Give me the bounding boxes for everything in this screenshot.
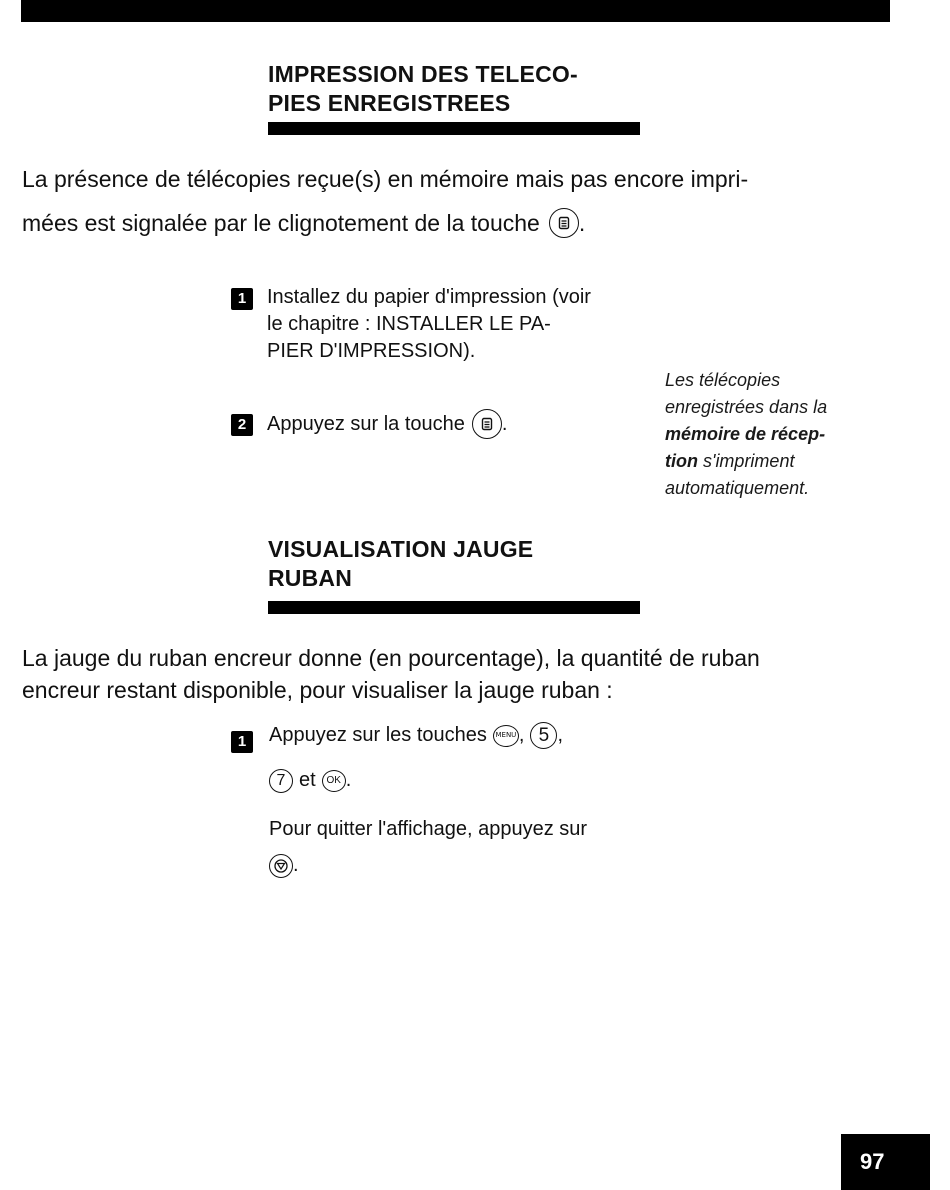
ok-key-icon: OK — [322, 770, 346, 792]
digit-5-key-icon: 5 — [530, 722, 557, 749]
quit-key-line: . — [269, 852, 299, 879]
print-key-icon — [549, 208, 579, 238]
step-install-paper: Installez du papier d'impression (voir le chapitre : INSTALLER LE PA- PIER D'IMPRESSION). — [267, 286, 591, 362]
step-marker: 1 — [231, 731, 253, 753]
intro-text: mées est signalée par le clignotement de la touche — [22, 209, 540, 236]
step-press-keys-continued: 7 et OK . — [269, 767, 351, 794]
step-press-keys: Appuyez sur les touches MENU , 5 , — [269, 722, 563, 749]
top-header-bar — [21, 0, 890, 22]
step-marker: 2 — [231, 414, 253, 436]
section-rule — [268, 122, 640, 135]
intro-paragraph-line: mées est signalée par le clignotement de la touche . — [22, 208, 585, 238]
intro-paragraph-line: encreur restant disponible, pour visualiser la jauge ruban : — [22, 677, 613, 703]
stop-key-icon — [269, 854, 293, 878]
section-title-impression: IMPRESSION DES TELECO- PIES ENREGISTREES — [268, 61, 578, 116]
step-marker: 1 — [231, 288, 253, 310]
intro-paragraph-line: La jauge du ruban encreur donne (en pourcentage), la quantité de ruban — [22, 645, 760, 671]
margin-note: Les télécopies enregistrées dans la mémoire de récep- tion s'impriment automatiquement. — [665, 370, 828, 498]
quit-instruction: Pour quitter l'affichage, appuyez sur — [269, 818, 588, 840]
section-title-visualisation: VISUALISATION JAUGE RUBAN — [268, 536, 534, 591]
digit-7-key-icon: 7 — [269, 769, 293, 793]
page-number: 97 — [841, 1134, 930, 1190]
step-press-key: Appuyez sur la touche . — [267, 409, 507, 439]
print-key-icon — [472, 409, 502, 439]
section-rule — [268, 601, 640, 614]
intro-paragraph-line: La présence de télécopies reçue(s) en mémoire mais pas encore impri- — [22, 166, 749, 192]
menu-key-icon: MENU — [493, 725, 519, 747]
